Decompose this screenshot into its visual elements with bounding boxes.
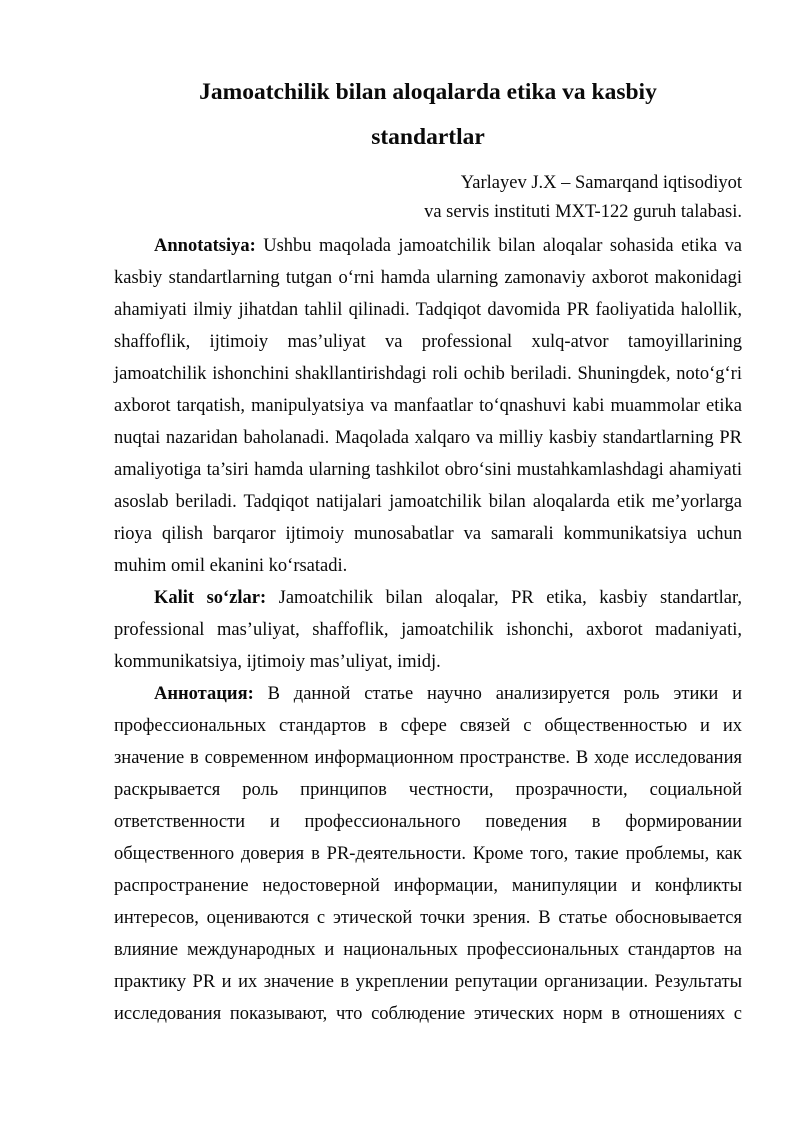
text-line: профессиональных стандартов в сфере связей с общественностью и их xyxy=(114,716,742,736)
text-line: kasbiy standartlarning tutgan o‘rni hamda ularning zamonaviy axborot makonidagi xyxy=(114,268,742,288)
text-line: Annotatsiya: Ushbu maqolada jamoatchilik bilan aloqalar sohasida etika va xyxy=(154,236,742,256)
text-line: jamoatchilik ishonchini shakllantirishdagi roli ochib beriladi. Shuningdek, noto‘g‘ri xyxy=(114,364,742,384)
page-content xyxy=(114,70,742,1030)
paragraph xyxy=(114,582,742,678)
text-line: shaffoflik, ijtimoiy mas’uliyat va professional xulq-atvor tamoyillarining xyxy=(114,332,742,352)
paragraph-lead: Annotatsiya: xyxy=(154,236,256,256)
text-line: исследования показывают, что соблюдение этических норм в отношениях с xyxy=(114,1004,742,1024)
text-line: nuqtai nazaridan baholanadi. Maqolada xalqaro va milliy kasbiy standartlarning PR xyxy=(114,428,742,448)
paragraph xyxy=(114,230,742,582)
text-line: распространение недостоверной информации, манипуляции и конфликты xyxy=(114,876,742,896)
text-line: kommunikatsiya, ijtimoiy mas’uliyat, imidj. xyxy=(114,652,441,672)
text-line: значение в современном информационном пространстве. В ходе исследования xyxy=(114,748,742,768)
text-line: axborot tarqatish, manipulyatsiya va manfaatlar to‘qnashuvi kabi muammolar etika xyxy=(114,396,742,416)
paragraph xyxy=(114,678,742,1030)
text-line: интересов, оцениваются с этической точки зрения. В статье обосновывается xyxy=(114,908,742,928)
text-line: общественного доверия в PR-деятельности. Кроме того, такие проблемы, как xyxy=(114,844,742,864)
title-line: standartlar xyxy=(371,124,485,150)
text-line: muhim omil ekanini ko‘rsatadi. xyxy=(114,556,348,576)
paragraph-lead: Kalit so‘zlar: xyxy=(154,588,267,608)
text-line: Kalit so‘zlar: Jamoatchilik bilan aloqalar, PR etika, kasbiy standartlar, xyxy=(154,588,742,608)
paragraph-lead: Аннотация: xyxy=(154,684,254,704)
text-line: Аннотация: В данной статье научно анализируется роль этики и xyxy=(154,684,742,704)
text-line: amaliyotiga ta’siri hamda ularning tashkilot obro‘sini mustahkamlashdagi ahamiyati xyxy=(114,460,742,480)
text-line: раскрывается роль принципов честности, прозрачности, социальной xyxy=(114,780,742,800)
text-line: ahamiyati ilmiy jihatdan tahlil qilinadi. Tadqiqot davomida PR faoliyatida halollik, xyxy=(114,300,742,320)
article-body xyxy=(114,230,742,1030)
text-line: rioya qilish barqaror ijtimoiy munosabatlar va samarali kommunikatsiya uchun xyxy=(114,524,742,544)
text-line: ответственности и профессионального поведения в формировании xyxy=(114,812,742,832)
document-title xyxy=(114,70,742,160)
text-line: влияние международных и национальных профессиональных стандартов на xyxy=(114,940,742,960)
byline-line: va servis instituti MXT-122 guruh talabasi. xyxy=(424,202,742,222)
text-line: professional mas’uliyat, shaffoflik, jamoatchilik ishonchi, axborot madaniyati, xyxy=(114,620,742,640)
title-line: Jamoatchilik bilan aloqalarda etika va kasbiy xyxy=(199,79,657,105)
byline-line: Yarlayev J.X – Samarqand iqtisodiyot xyxy=(460,173,742,193)
text-line: практику PR и их значение в укреплении репутации организации. Результаты xyxy=(114,972,742,992)
author-byline xyxy=(114,169,742,227)
text-line: asoslab beriladi. Tadqiqot natijalari jamoatchilik bilan aloqalarda etik me’yorlarga xyxy=(114,492,742,512)
